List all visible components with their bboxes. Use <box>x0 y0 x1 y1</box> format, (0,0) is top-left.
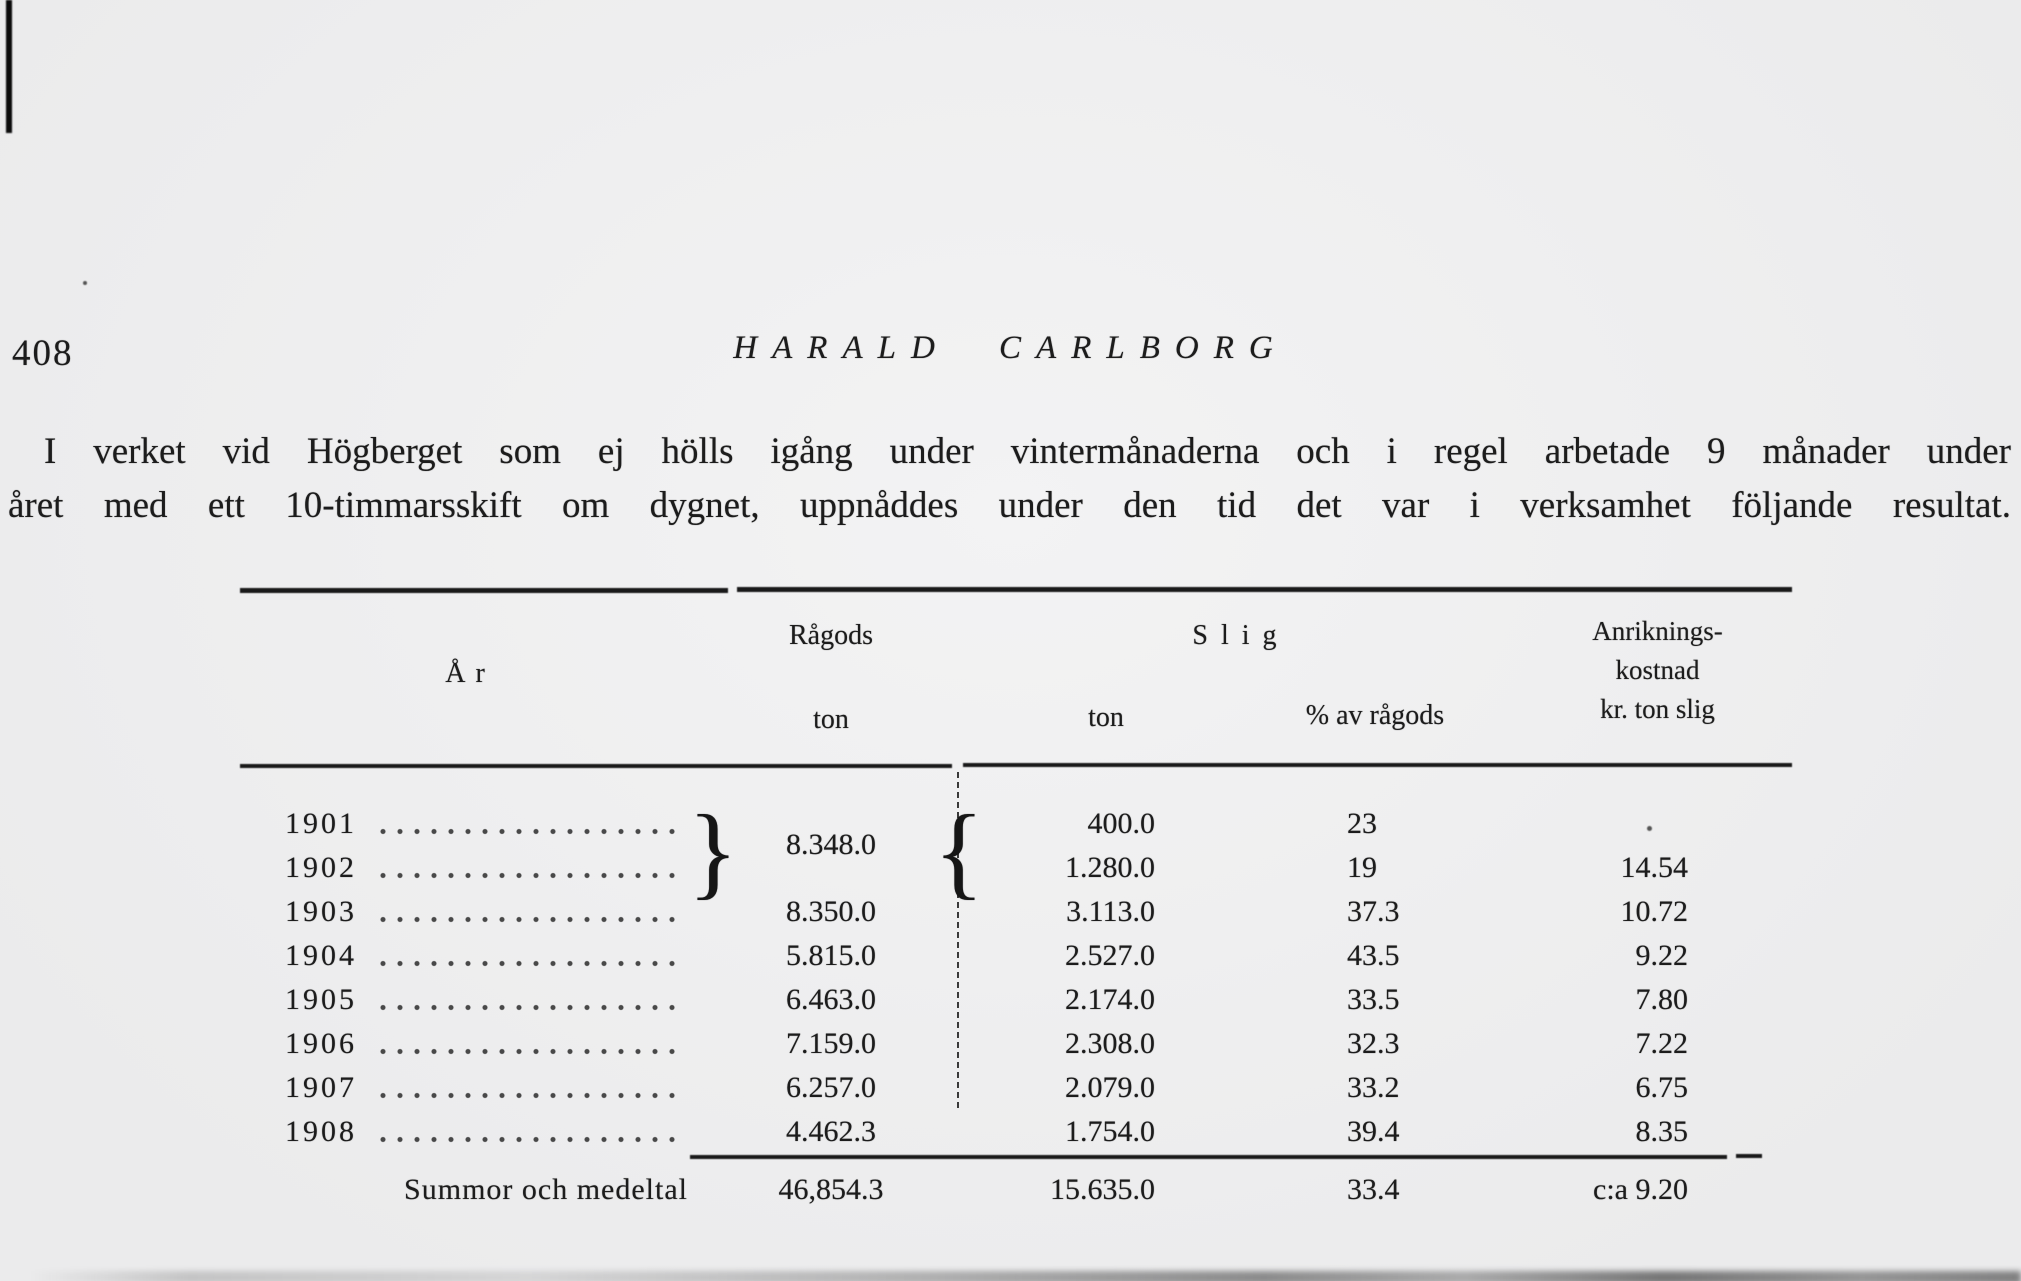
slig-ton-value: 2.079.0 <box>1065 1071 1155 1104</box>
dot-leaders <box>379 827 684 836</box>
year-value: 1904 <box>285 939 357 972</box>
slig-pct-value: 33.5 <box>1347 983 1400 1016</box>
dot-leaders <box>379 871 684 880</box>
ragods-value: 6.257.0 <box>786 1071 876 1104</box>
slig-ton-value: 1.280.0 <box>1065 851 1155 884</box>
ragods-value: 8.350.0 <box>786 895 876 928</box>
cost-value: 7.80 <box>1635 983 1688 1016</box>
cost-cell <box>1500 1115 1795 1149</box>
running-head: HARALD CARLBORG <box>733 330 1288 366</box>
summary-cost-value: c:a 9.20 <box>1593 1173 1688 1206</box>
year-cell <box>240 1115 700 1149</box>
col-header-ragods-unit: ton <box>813 704 849 735</box>
ragods-cell <box>700 983 962 1017</box>
ragods-cell <box>700 1027 962 1061</box>
cost-value: 6.75 <box>1635 1071 1688 1104</box>
ragods-cell <box>700 1115 962 1149</box>
slig-pct-value: 32.3 <box>1347 1027 1400 1060</box>
intro-line-2: året med ett 10-timmarsskift om dygnet, uppnåddes under den tid det var i verksamhet följande resultat. <box>8 485 2011 526</box>
scan-edge-artifact <box>6 0 12 133</box>
year-value: 1906 <box>285 1027 357 1060</box>
slig-pct-value: 39.4 <box>1347 1115 1400 1148</box>
table-row <box>240 1022 1795 1066</box>
cost-value: 10.72 <box>1620 895 1688 928</box>
table-summary-rule <box>690 1155 1727 1159</box>
cost-cell <box>1500 983 1795 1017</box>
cost-value: 14.54 <box>1620 851 1688 884</box>
ragods-value: 6.463.0 <box>786 983 876 1016</box>
table-row <box>240 890 1795 934</box>
summary-label: Summor och medeltal <box>404 1173 688 1206</box>
slig-ton-value: 2.174.0 <box>1065 983 1155 1016</box>
table-row <box>240 934 1795 978</box>
intro-line-1: I verket vid Högberget som ej hölls igång under vintermånaderna och i regel arbetade 9 månader under <box>44 431 2011 472</box>
ink-speck <box>83 281 87 285</box>
slig-pct-value: 19 <box>1347 851 1377 884</box>
summary-cost-cell <box>1500 1173 1795 1207</box>
dot-leaders <box>379 959 684 968</box>
slig-ton-value: 2.527.0 <box>1065 939 1155 972</box>
year-cell <box>240 1027 700 1061</box>
slig-ton-cell <box>962 1027 1250 1061</box>
slig-pct-value: 43.5 <box>1347 939 1400 972</box>
col-header-slig-unit: ton <box>1088 702 1124 733</box>
table-body <box>240 802 1795 1154</box>
summary-label-cell <box>240 1173 700 1207</box>
year-value: 1902 <box>285 851 357 884</box>
year-value: 1907 <box>285 1071 357 1104</box>
dot-leaders <box>379 1047 684 1056</box>
table-row <box>240 802 1795 846</box>
col-header-year: År <box>445 658 495 689</box>
col-header-cost-line3: kr. ton slig <box>1600 694 1715 724</box>
slig-pct-cell <box>1250 983 1500 1017</box>
table-row <box>240 978 1795 1022</box>
summary-slig-ton-value: 15.635.0 <box>1050 1173 1155 1206</box>
intro-paragraph <box>8 425 2011 533</box>
row-group-brace-right: } <box>688 794 738 909</box>
page-number: 408 <box>12 333 74 374</box>
slig-pct-cell <box>1250 851 1500 885</box>
slig-ton-value: 400.0 <box>1087 807 1155 840</box>
cost-value: 8.35 <box>1635 1115 1688 1148</box>
year-value: 1905 <box>285 983 357 1016</box>
cost-cell <box>1500 1071 1795 1105</box>
summary-slig-pct-cell <box>1250 1173 1500 1207</box>
col-header-cost-line2: kostnad <box>1615 655 1700 685</box>
ragods-value: 4.462.3 <box>786 1115 876 1148</box>
summary-row <box>240 1168 1795 1212</box>
dot-leaders <box>379 1135 684 1144</box>
slig-pct-value: 33.2 <box>1347 1071 1400 1104</box>
table-top-rule-right <box>737 587 1792 592</box>
slig-pct-cell <box>1250 895 1500 929</box>
slig-pct-cell <box>1250 1115 1500 1149</box>
table-row <box>240 846 1795 890</box>
year-cell <box>240 1071 700 1105</box>
dot-leaders <box>379 1091 684 1100</box>
slig-ton-cell <box>962 983 1250 1017</box>
slig-ton-cell <box>962 1115 1250 1149</box>
col-header-cost <box>1520 612 1795 729</box>
summary-slig-ton-cell <box>962 1173 1250 1207</box>
slig-pct-cell <box>1250 1027 1500 1061</box>
slig-pct-value: 23 <box>1347 807 1377 840</box>
year-value: 1901 <box>285 807 357 840</box>
table-header-rule-left <box>240 764 952 768</box>
dot-leaders <box>379 915 684 924</box>
ragods-cell <box>700 939 962 973</box>
cost-cell <box>1500 851 1795 885</box>
scan-bottom-shadow <box>30 1271 2021 1281</box>
ragods-cell <box>700 1071 962 1105</box>
col-header-slig: Slig <box>1192 620 1290 651</box>
col-header-slig-pct: % av rågods <box>1305 700 1445 731</box>
ragods-merged-1901-1902: 8.348.0 <box>786 828 876 861</box>
table-top-rule-left <box>240 588 728 593</box>
table-row <box>240 1066 1795 1110</box>
year-cell <box>240 983 700 1017</box>
cost-cell <box>1500 939 1795 973</box>
cost-value: 7.22 <box>1635 1027 1688 1060</box>
cost-value: 9.22 <box>1635 939 1688 972</box>
slig-ton-cell <box>962 895 1250 929</box>
year-value: 1908 <box>285 1115 357 1148</box>
year-cell <box>240 895 700 929</box>
slig-ton-cell <box>962 807 1250 841</box>
ragods-value: 7.159.0 <box>786 1027 876 1060</box>
slig-pct-cell <box>1250 939 1500 973</box>
slig-pct-cell <box>1250 1071 1500 1105</box>
table-summary-rule-dash <box>1736 1154 1762 1158</box>
col-header-cost-line1: Anriknings- <box>1592 616 1723 646</box>
slig-ton-cell <box>962 851 1250 885</box>
slig-ton-cell <box>962 939 1250 973</box>
slig-ton-value: 2.308.0 <box>1065 1027 1155 1060</box>
summary-ragods-value: 46,854.3 <box>778 1173 884 1206</box>
table-row <box>240 1110 1795 1154</box>
year-cell <box>240 939 700 973</box>
slig-ton-value: 3.113.0 <box>1066 895 1155 928</box>
summary-ragods-cell <box>700 1173 962 1207</box>
slig-ton-value: 1.754.0 <box>1065 1115 1155 1148</box>
ragods-cell <box>700 895 962 929</box>
year-cell <box>240 807 700 841</box>
slig-pct-cell <box>1250 807 1500 841</box>
dot-leaders <box>379 1003 684 1012</box>
col-header-ragods: Rågods <box>789 620 873 651</box>
year-value: 1903 <box>285 895 357 928</box>
summary-slig-pct-value: 33.4 <box>1347 1173 1400 1206</box>
row-group-brace-left: { <box>934 794 984 909</box>
year-cell <box>240 851 700 885</box>
slig-ton-cell <box>962 1071 1250 1105</box>
table-header-rule-right <box>963 763 1792 767</box>
cost-cell <box>1500 895 1795 929</box>
slig-pct-value: 37.3 <box>1347 895 1400 928</box>
ragods-value: 5.815.0 <box>786 939 876 972</box>
cost-cell <box>1500 1027 1795 1061</box>
